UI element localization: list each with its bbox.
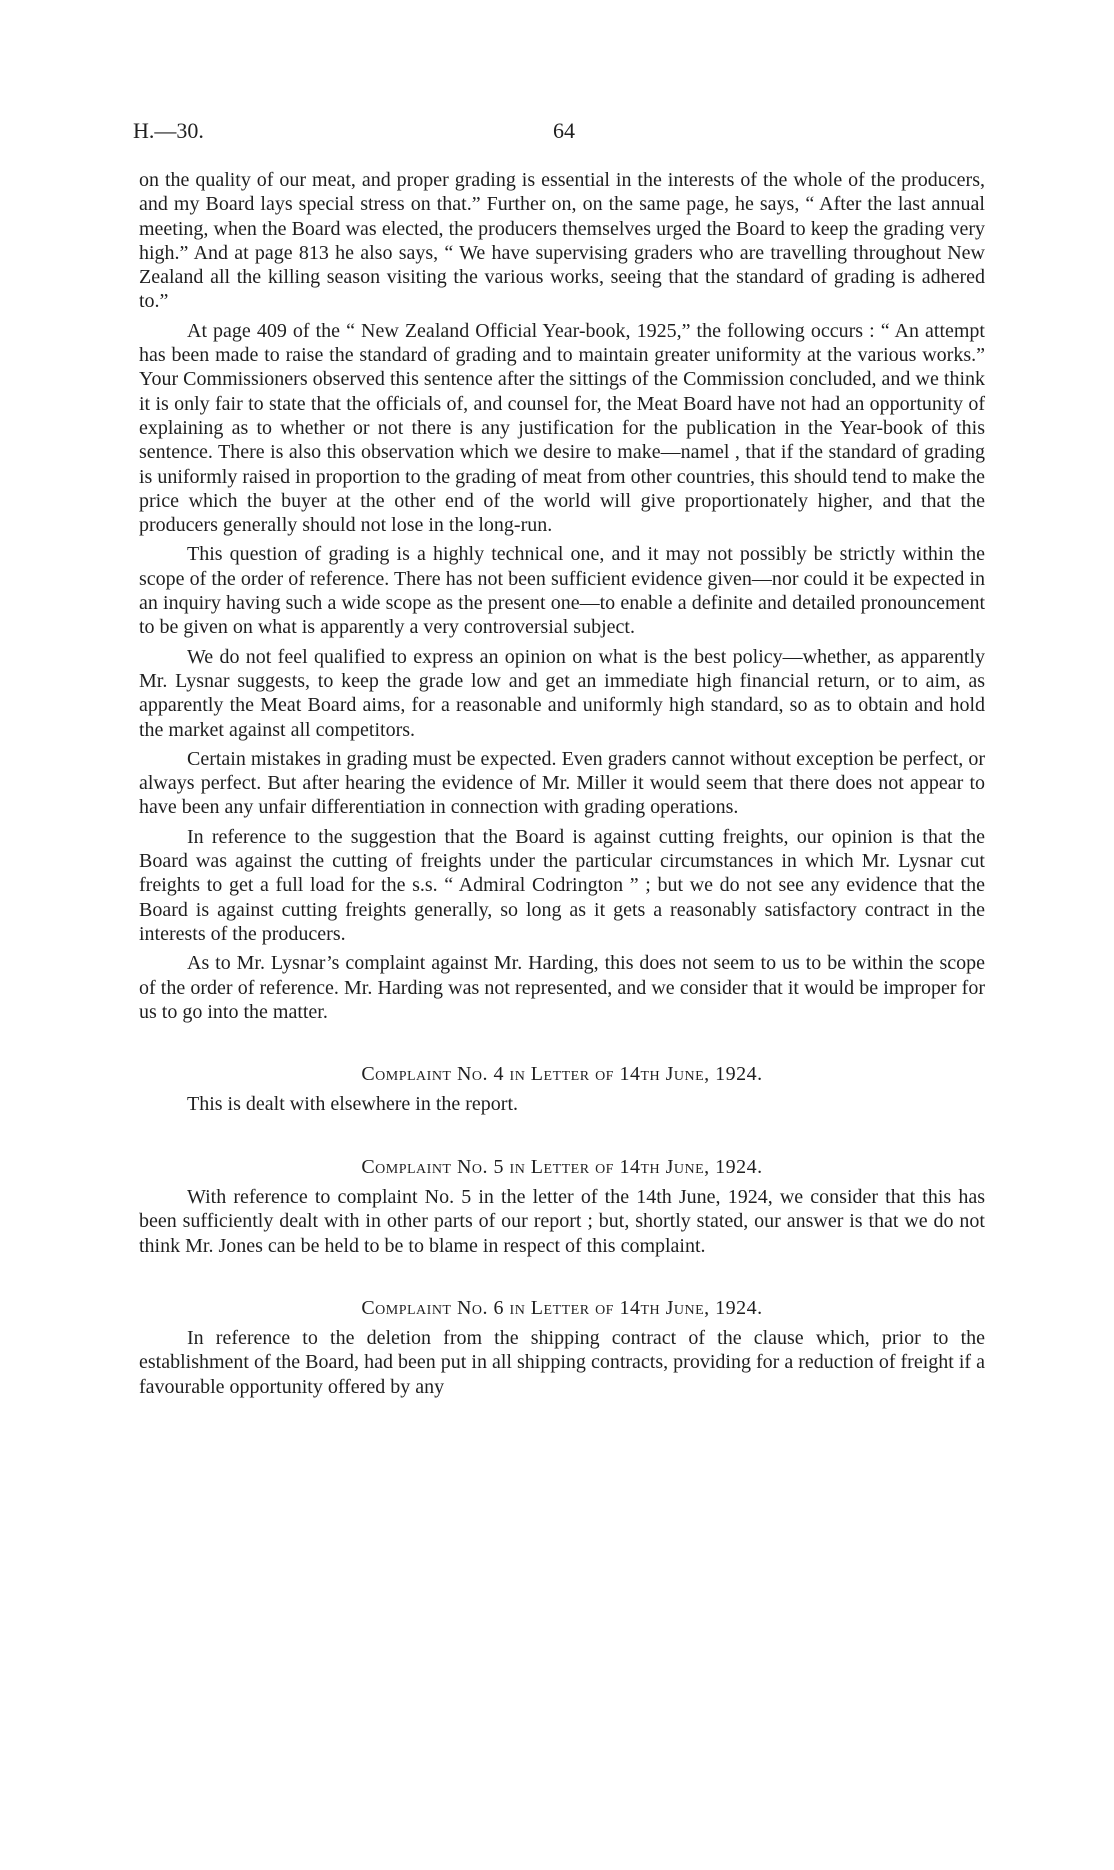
paragraph: At page 409 of the “ New Zealand Official Year-book, 1925,” the following occurs : “ An attempt has been made to raise the standard of grading and to maintain greater uniformity at the various works.” Your Commissioners observed this sentence after the sittings of the Commission concluded, and we think it is only fair to state that the officials of, and counsel for, the Meat Board have not had an opportunity of explaining as to whether or not there is any justification for the publication in the Year-book of this sentence. There is also this observation which we desire to make—namel , that if the standard of grading is uniformly raised in proportion to the grading of meat from other countries, this should tend to make the price which the buyer at the other end of the world will give proportionately higher, and that the producers generally should not lose in the long-run. <box>139 319 985 537</box>
section-heading: Complaint No. 4 in Letter of 14th June, 1924. <box>361 1063 763 1086</box>
document-reference: H.—30. <box>133 118 204 143</box>
paragraph: In reference to the suggestion that the Board is against cutting freights, our opinion is that the Board was against the cutting of freights under the particular circumstances in which Mr. Lysnar cut freights to get a full load for the s.s. “ Admiral Codrington ” ; but we do not see any evidence that the Board is against cutting freights generally, so long as it gets a reasonably satisfactory contract in the interests of the producers. <box>139 825 985 945</box>
paragraph: With reference to complaint No. 5 in the letter of the 14th June, 1924, we consider that this has been sufficiently dealt with in other parts of our report ; but, shortly stated, our answer is that we do not think Mr. Jones can be held to be to blame in respect of this complaint. <box>139 1185 985 1257</box>
document-body <box>139 168 985 1399</box>
paragraph: on the quality of our meat, and proper grading is essential in the interests of the whole of the producers, and my Board lays special stress on that.” Further on, on the same page, he says, “ After the last annual meeting, when the Board was elected, the producers themselves urged the Board to keep the grading very high.” And at page 813 he also says, “ We have supervising graders who are travelling throughout New Zealand all the killing season visiting the various works, seeing that the standard of grading is adhered to.” <box>139 169 985 313</box>
section-heading: Complaint No. 6 in Letter of 14th June, 1924. <box>361 1296 763 1319</box>
paragraph: This question of grading is a highly technical one, and it may not possibly be strictly within the scope of the order of reference. There has not been sufficient evidence given—nor could it be expected in an inquiry having such a wide scope as the present one—to enable a definite and detailed pronouncement to be given on what is apparently a very controversial subject. <box>139 543 985 639</box>
paragraph: We do not feel qualified to express an opinion on what is the best policy—whether, as apparently Mr. Lysnar suggests, to keep the grade low and get an immediate high financial return, or to aim, as apparently the Meat Board aims, for a reasonable and uniformly high standard, so as to obtain and hold the market against all competitors. <box>139 645 985 741</box>
page-header <box>133 118 991 148</box>
paragraph: As to Mr. Lysnar’s complaint against Mr. Harding, this does not seem to us to be within the scope of the order of reference. Mr. Harding was not represented, and we consider that it would be improper for us to go into the matter. <box>139 952 985 1023</box>
paragraph: Certain mistakes in grading must be expected. Even graders cannot without exception be perfect, or always perfect. But after hearing the evidence of Mr. Miller it would seem that there does not appear to have been any unfair differentiation in connection with grading operations. <box>139 747 985 819</box>
page-number: 64 <box>553 118 575 143</box>
paragraph: In reference to the deletion from the shipping contract of the clause which, prior to the establishment of the Board, had been put in all shipping contracts, providing for a reduction of freight if a favourable opportunity offered by any <box>139 1327 985 1398</box>
paragraph: This is dealt with elsewhere in the report. <box>187 1093 519 1116</box>
section-heading: Complaint No. 5 in Letter of 14th June, 1924. <box>361 1155 763 1178</box>
